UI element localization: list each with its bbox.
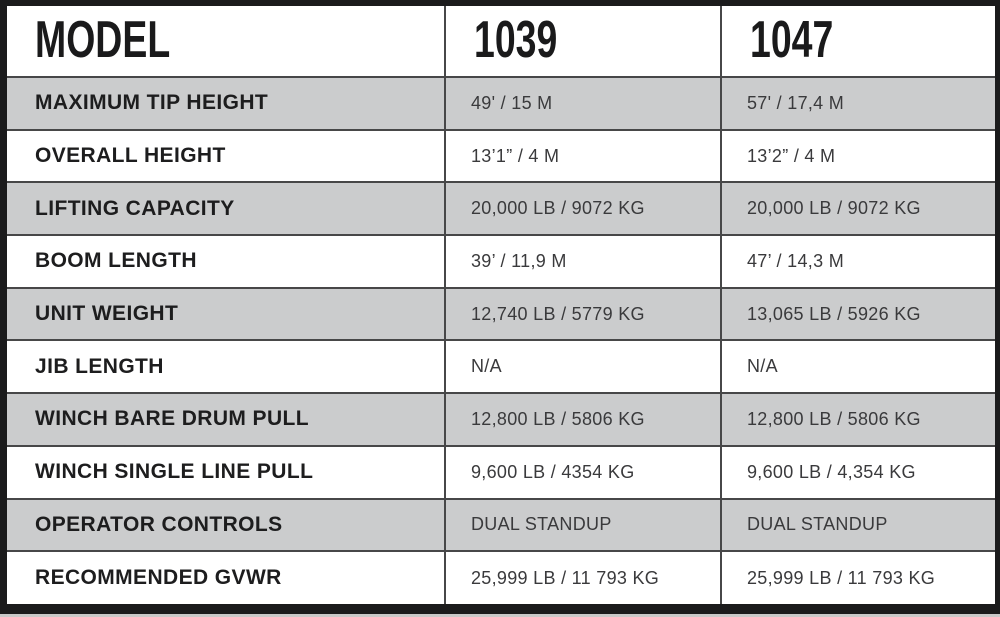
table-row	[7, 551, 995, 604]
row-label-winch-single-line-pull: WINCH SINGLE LINE PULL	[7, 446, 445, 499]
table-row	[7, 130, 995, 183]
value-1039-jib-length: N/A	[445, 340, 721, 393]
header-model	[7, 6, 445, 77]
value-1039-winch-single-line-pull: 9,600 LB / 4354 KG	[445, 446, 721, 499]
table-row	[7, 340, 995, 393]
row-label-maximum-tip-height: MAXIMUM TIP HEIGHT	[7, 77, 445, 130]
value-1047-recommended-gvwr: 25,999 LB / 11 793 KG	[721, 551, 995, 604]
value-1039-winch-bare-drum-pull: 12,800 LB / 5806 KG	[445, 393, 721, 446]
value-1039-lifting-capacity: 20,000 LB / 9072 KG	[445, 182, 721, 235]
table-header	[7, 6, 995, 77]
table-row	[7, 446, 995, 499]
header-column-1039-label: 1039	[474, 11, 558, 70]
value-1047-jib-length: N/A	[721, 340, 995, 393]
row-label-jib-length: JIB LENGTH	[7, 340, 445, 393]
value-1047-overall-height: 13’2” / 4 M	[721, 130, 995, 183]
value-1047-lifting-capacity: 20,000 LB / 9072 KG	[721, 182, 995, 235]
table-row	[7, 182, 995, 235]
value-1039-unit-weight: 12,740 LB / 5779 KG	[445, 288, 721, 341]
table-row	[7, 499, 995, 552]
header-column-1047-label: 1047	[750, 11, 834, 70]
value-1039-overall-height: 13’1” / 4 M	[445, 130, 721, 183]
table-row	[7, 235, 995, 288]
value-1047-boom-length: 47’ / 14,3 M	[721, 235, 995, 288]
value-1039-boom-length: 39’ / 11,9 M	[445, 235, 721, 288]
row-label-recommended-gvwr: RECOMMENDED GVWR	[7, 551, 445, 604]
value-1047-winch-single-line-pull: 9,600 LB / 4,354 KG	[721, 446, 995, 499]
table-row	[7, 288, 995, 341]
spec-comparison-table	[7, 6, 995, 604]
value-1047-maximum-tip-height: 57' / 17,4 M	[721, 77, 995, 130]
value-1039-recommended-gvwr: 25,999 LB / 11 793 KG	[445, 551, 721, 604]
row-label-overall-height: OVERALL HEIGHT	[7, 130, 445, 183]
row-label-winch-bare-drum-pull: WINCH BARE DRUM PULL	[7, 393, 445, 446]
value-1047-operator-controls: DUAL STANDUP	[721, 499, 995, 552]
header-model-label: MODEL	[35, 11, 171, 70]
table-body	[7, 77, 995, 604]
header-row	[7, 6, 995, 77]
value-1039-maximum-tip-height: 49' / 15 M	[445, 77, 721, 130]
row-label-boom-length: BOOM LENGTH	[7, 235, 445, 288]
value-1047-unit-weight: 13,065 LB / 5926 KG	[721, 288, 995, 341]
value-1047-winch-bare-drum-pull: 12,800 LB / 5806 KG	[721, 393, 995, 446]
header-column-1039	[445, 6, 721, 77]
row-label-operator-controls: OPERATOR CONTROLS	[7, 499, 445, 552]
table-row	[7, 77, 995, 130]
row-label-lifting-capacity: LIFTING CAPACITY	[7, 182, 445, 235]
header-column-1047	[721, 6, 995, 77]
row-label-unit-weight: UNIT WEIGHT	[7, 288, 445, 341]
table-row	[7, 393, 995, 446]
value-1039-operator-controls: DUAL STANDUP	[445, 499, 721, 552]
